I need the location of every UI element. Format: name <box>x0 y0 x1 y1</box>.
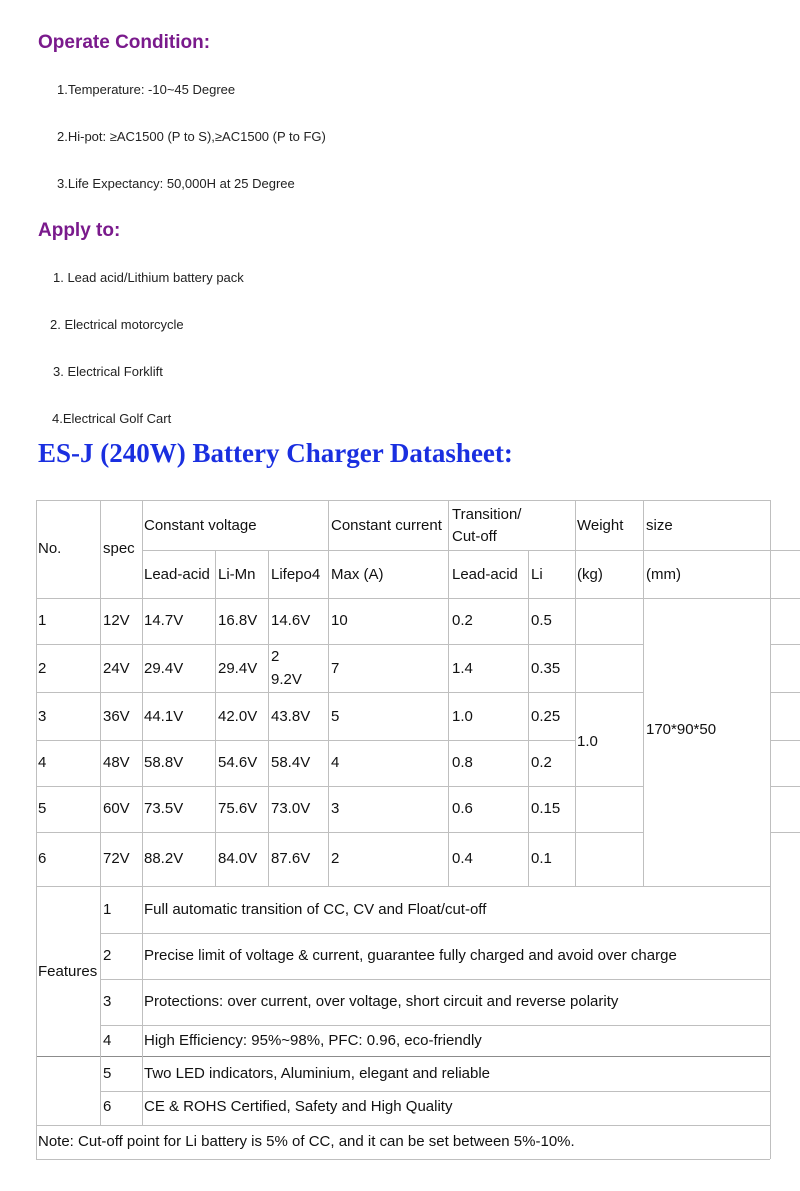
row5-li-mn: 75.6V <box>218 800 258 817</box>
row4-lead-acid: 58.8V <box>144 754 184 771</box>
header-transition-lead-acid: Lead-acid <box>452 566 518 583</box>
footnote: Note: Cut-off point for Li battery is 5% of CC, and it can be set between 5%-10%. <box>38 1133 575 1150</box>
row4-spec: 48V <box>103 754 130 771</box>
row3-cc: 5 <box>331 708 340 725</box>
row2-transition-li: 0.35 <box>531 660 561 677</box>
row1-cc: 10 <box>331 612 348 629</box>
size-value: 170*90*50 <box>646 721 717 738</box>
row5-lifepo4: 73.0V <box>271 800 311 817</box>
row6-transition-li: 0.1 <box>531 850 552 867</box>
row1-transition-lead: 0.2 <box>452 612 473 629</box>
features-label: Features <box>38 963 98 980</box>
header-spec: spec <box>103 540 135 557</box>
row5-spec: 60V <box>103 800 130 817</box>
header-lifepo4: Lifepo4 <box>271 566 321 583</box>
header-transition: Transition/ <box>452 506 522 523</box>
row3-transition-lead: 1.0 <box>452 708 473 725</box>
row6-transition-lead: 0.4 <box>452 850 473 867</box>
row5-transition-li: 0.15 <box>531 800 561 817</box>
row4-no: 4 <box>38 754 47 771</box>
row3-lead-acid: 44.1V <box>144 708 184 725</box>
feature3-text: Protections: over current, over voltage, short circuit and reverse polarity <box>144 993 619 1010</box>
row6-no: 6 <box>38 850 47 867</box>
row6-spec: 72V <box>103 850 130 867</box>
operate-item-hipot: 2.Hi-pot: ≥AC1500 (P to S),≥AC1500 (P to FG) <box>57 129 326 144</box>
feature6-no: 6 <box>103 1098 112 1115</box>
row5-cc: 3 <box>331 800 340 817</box>
header-constant-current: Constant current <box>331 517 442 534</box>
feature5-text: Two LED indicators, Aluminium, elegant and reliable <box>144 1065 491 1082</box>
row6-cc: 2 <box>331 850 340 867</box>
row2-li-mn: 29.4V <box>218 660 258 677</box>
row5-transition-lead: 0.6 <box>452 800 473 817</box>
row2-lead-acid: 29.4V <box>144 660 184 677</box>
header-cutoff: Cut-off <box>452 528 497 545</box>
row6-li-mn: 84.0V <box>218 850 258 867</box>
header-li-mn: Li-Mn <box>218 566 256 583</box>
operate-item-life: 3.Life Expectancy: 50,000H at 25 Degree <box>57 176 295 191</box>
row4-cc: 4 <box>331 754 340 771</box>
row3-li-mn: 42.0V <box>218 708 258 725</box>
row6-lead-acid: 88.2V <box>144 850 184 867</box>
feature3-no: 3 <box>103 993 112 1010</box>
row2-spec: 24V <box>103 660 130 677</box>
header-weight: Weight <box>577 517 624 534</box>
apply-to-heading: Apply to: <box>38 220 121 241</box>
feature2-text: Precise limit of voltage & current, guarantee fully charged and avoid over charge <box>144 947 677 964</box>
row2-cc: 7 <box>331 660 340 677</box>
feature4-no: 4 <box>103 1032 112 1049</box>
row2-no: 2 <box>38 660 47 677</box>
row2-lifepo4-part1: 2 <box>271 648 280 665</box>
row5-lead-acid: 73.5V <box>144 800 184 817</box>
feature1-text: Full automatic transition of CC, CV and Float/cut-off <box>144 901 487 918</box>
row1-spec: 12V <box>103 612 130 629</box>
header-no: No. <box>38 540 62 557</box>
apply-item-motorcycle: 2. Electrical motorcycle <box>50 317 184 332</box>
feature5-no: 5 <box>103 1065 112 1082</box>
operate-item-temperature: 1.Temperature: -10~45 Degree <box>57 82 236 97</box>
header-kg: (kg) <box>577 566 603 583</box>
row2-lifepo4-part2: 9.2V <box>271 671 302 688</box>
datasheet-title: ES-J (240W) Battery Charger Datasheet: <box>38 438 513 468</box>
row1-lifepo4: 14.6V <box>271 612 311 629</box>
row4-li-mn: 54.6V <box>218 754 258 771</box>
header-transition-li: Li <box>531 566 543 583</box>
row5-no: 5 <box>38 800 47 817</box>
weight-value: 1.0 <box>577 733 598 750</box>
feature6-text: CE & ROHS Certified, Safety and High Quality <box>144 1098 453 1115</box>
operate-condition-heading: Operate Condition: <box>38 32 211 53</box>
row4-lifepo4: 58.4V <box>271 754 311 771</box>
row3-spec: 36V <box>103 708 130 725</box>
feature4-text: High Efficiency: 95%~98%, PFC: 0.96, eco-friendly <box>144 1032 482 1049</box>
apply-item-battery-pack: 1. Lead acid/Lithium battery pack <box>53 270 244 285</box>
row3-lifepo4: 43.8V <box>271 708 311 725</box>
header-lead-acid: Lead-acid <box>144 566 210 583</box>
header-size: size <box>646 517 673 534</box>
row1-transition-li: 0.5 <box>531 612 552 629</box>
row2-transition-lead: 1.4 <box>452 660 473 677</box>
header-max-a: Max (A) <box>331 566 384 583</box>
row1-lead-acid: 14.7V <box>144 612 184 629</box>
row3-no: 3 <box>38 708 47 725</box>
row4-transition-lead: 0.8 <box>452 754 473 771</box>
row3-transition-li: 0.25 <box>531 708 561 725</box>
row1-no: 1 <box>38 612 47 629</box>
header-constant-voltage: Constant voltage <box>144 517 257 534</box>
header-mm: (mm) <box>646 566 681 583</box>
feature2-no: 2 <box>103 947 112 964</box>
apply-item-forklift: 3. Electrical Forklift <box>53 364 163 379</box>
feature1-no: 1 <box>103 901 112 918</box>
row4-transition-li: 0.2 <box>531 754 552 771</box>
row1-li-mn: 16.8V <box>218 612 258 629</box>
row6-lifepo4: 87.6V <box>271 850 311 867</box>
apply-item-golf-cart: 4.Electrical Golf Cart <box>52 411 172 426</box>
